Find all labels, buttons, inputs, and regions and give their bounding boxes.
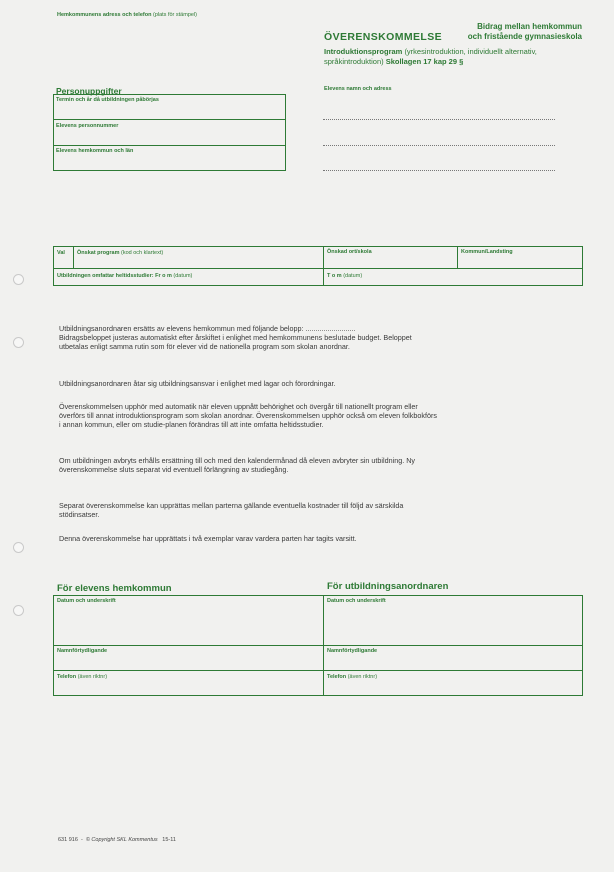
punch-hole-1 bbox=[13, 274, 24, 285]
until-label: T o m (datum) bbox=[327, 273, 363, 279]
program-desc-1: (yrkesintroduktion, individuellt alternativ, bbox=[404, 47, 537, 56]
program-heading bbox=[324, 47, 584, 67]
student-name-line-1[interactable] bbox=[323, 119, 555, 120]
paragraph-copies: Denna överenskommelse har upprättats i två exemplar varav vardera parten har tagits varsitt. bbox=[59, 534, 357, 543]
personal-heading: Personuppgifter bbox=[56, 86, 122, 96]
student-name-label: Elevens namn och adress bbox=[324, 86, 392, 92]
left-date-sign-label: Datum och underskrift bbox=[57, 598, 116, 604]
paragraph-support: Separat överenskommelse kan upprättas mellan parterna gällande eventuella kostnader till följd av särskilda stödinsatser. bbox=[59, 501, 404, 519]
right-date-sign-label: Datum och underskrift bbox=[327, 598, 386, 604]
program-desc-2: språkintroduktion) bbox=[324, 57, 384, 66]
home-municipality-heading: För elevens hemkommun bbox=[57, 583, 172, 594]
subtitle-line-2: och fristående gymnasieskola bbox=[467, 31, 582, 41]
paragraph-interruption: Om utbildningen avbryts erhålls ersättning till och med den kalendermånad då eleven avbryter sin utbildning. Ny överenskommelse sluts separat vid eventuell förlängning av studiegång. bbox=[59, 456, 415, 474]
version: 15-11 bbox=[162, 837, 176, 843]
program-title: Introduktionsprogram bbox=[324, 47, 403, 56]
home-municipality-label: Elevens hemkommun och län bbox=[56, 148, 134, 154]
paragraph-adjustment: Bidragsbeloppet justeras automatiskt efter årskiftet i enlighet med hemkommunens beslutade budget. Beloppet utbetalas enligt samma rutin som för elever vid de nationella program som skolan anordnar. bbox=[59, 333, 412, 351]
region-label: Kommun/Landsting bbox=[461, 249, 513, 255]
punch-hole-2 bbox=[13, 337, 24, 348]
left-phone-label: Telefon (även riktnr) bbox=[57, 674, 108, 680]
desired-location-label: Önskad ort/skola bbox=[327, 249, 372, 255]
paragraph-termination: Överenskommelsen upphör med automatik när eleven uppnått behörighet och övergår till nationellt program eller överförs till annat introduktionsprogram som skolan anordnar. Överenskommelsen upphör också om eleven folkbokförs i annan kommun, eller om studie-planen förändras till att inte omfatta heltidsstudier. bbox=[59, 402, 437, 429]
provider-heading: För utbildningsanordnaren bbox=[327, 581, 449, 592]
paragraph-amount: Utbildningsanordnaren ersätts av elevens hemkommun med följande belopp: ......................... bbox=[59, 324, 356, 333]
left-name-label: Namnförtydligande bbox=[57, 648, 108, 654]
right-name-label: Namnförtydligande bbox=[327, 648, 378, 654]
term-label: Termin och år då utbildningen påbörjas bbox=[56, 97, 159, 103]
footer: 631 916 - © Copyright SKL Kommentus 15-11 bbox=[58, 837, 176, 843]
punch-hole-4 bbox=[13, 605, 24, 616]
student-name-line-2[interactable] bbox=[323, 145, 555, 146]
personal-number-label: Elevens personnummer bbox=[56, 123, 119, 129]
sender-address-label: Hemkommunens adress och telefon (plats för stämpel) bbox=[57, 12, 197, 18]
form-title: ÖVERENSKOMMELSE bbox=[324, 31, 443, 43]
form-subtitle bbox=[458, 22, 582, 41]
paragraph-responsibility: Utbildningsanordnaren åtar sig utbildningsansvar i enlighet med lagar och förordningar. bbox=[59, 379, 336, 388]
form-number: 631 916 bbox=[58, 837, 78, 843]
copyright: © Copyright SKL Kommentus bbox=[85, 837, 158, 843]
choice-label: Val bbox=[57, 250, 65, 256]
desired-program-label: Önskat program (kod och klartext) bbox=[77, 250, 164, 256]
subtitle-line-1: Bidrag mellan hemkommun bbox=[477, 22, 582, 31]
right-phone-label: Telefon (även riktnr) bbox=[327, 674, 378, 680]
punch-hole-3 bbox=[13, 542, 24, 553]
student-name-line-3[interactable] bbox=[323, 170, 555, 171]
personal-box bbox=[53, 94, 286, 171]
fulltime-from-label: Utbildningen omfattar heltidsstudier: Fr o m (datum) bbox=[57, 273, 193, 279]
law-reference: Skollagen 17 kap 29 § bbox=[385, 57, 464, 66]
